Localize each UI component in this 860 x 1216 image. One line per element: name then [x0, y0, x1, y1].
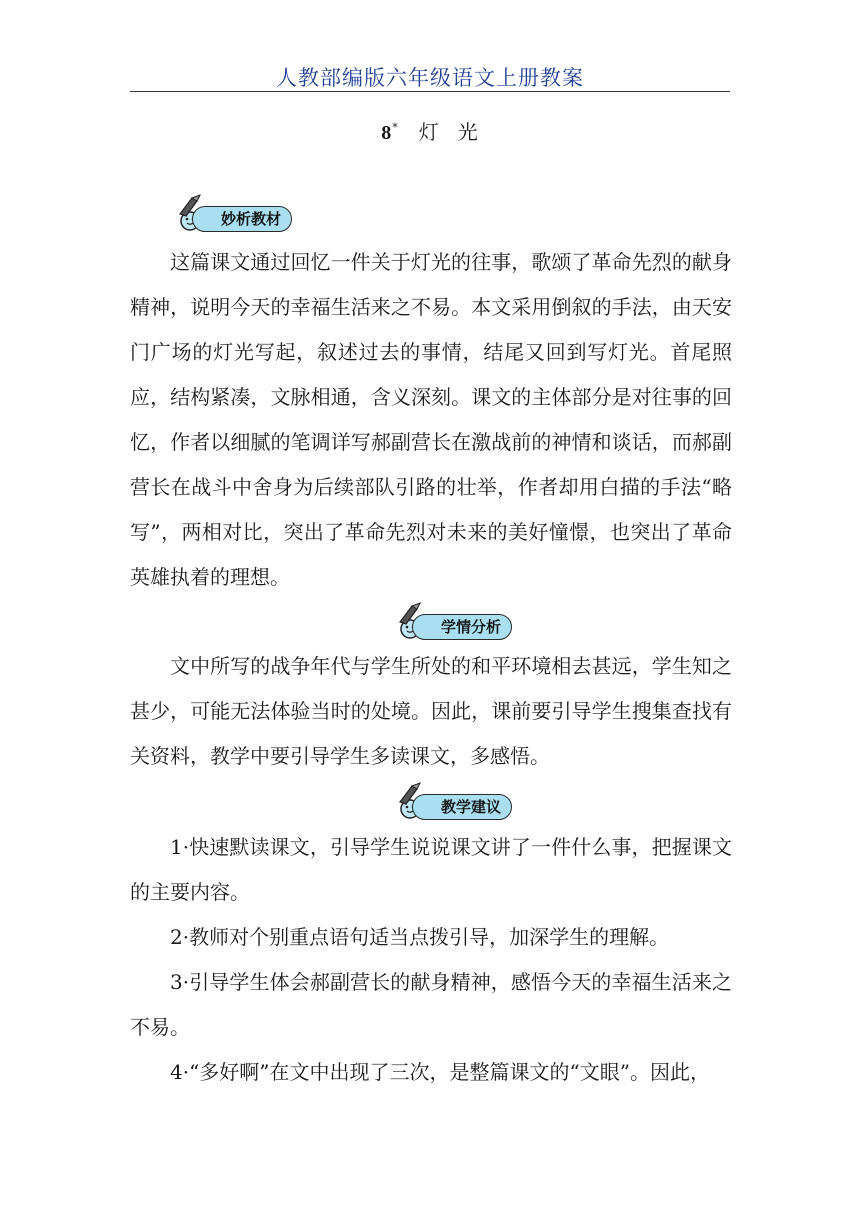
lesson-number: 8	[381, 122, 393, 144]
section-body	[130, 644, 732, 779]
section-label: 妙析教材	[192, 206, 292, 232]
list-item: 3·引导学生体会郝副营长的献身精神，感悟今天的幸福生活来之不易。	[130, 970, 732, 1039]
lesson-title-char: 光	[457, 120, 479, 144]
lesson-mark: *	[392, 121, 399, 134]
list-item: 4·“多好啊”在文中出现了三次，是整篇课文的“文眼”。因此，	[170, 1060, 710, 1084]
section-body	[130, 240, 732, 600]
header-rule	[130, 91, 730, 92]
list-item: 1·快速默读课文，引导学生说说课文讲了一件什么事，把握课文的主要内容。	[130, 835, 732, 904]
section-label: 学情分析	[412, 614, 512, 640]
page-header: 人教部编版六年级语文上册教案	[276, 66, 584, 90]
paragraph: 这篇课文通过回忆一件关于灯光的往事，歌颂了革命先烈的献身精神，说明今天的幸福生活来之不易。本文采用倒叙的手法，由天安门广场的灯光写起，叙述过去的事情，结尾又回到写灯光。首尾照应，结构紧凑，文脉相通，含义深刻。课文的主体部分是对往事的回忆，作者以细腻的笔调详写郝副营长在激战前的神情和谈话，而郝副营长在战斗中舍身为后续部队引路的壮举，作者却用白描的手法“略写”，两相对比，突出了革命先烈对未来的美好憧憬，也突出了革命英雄执着的理想。	[130, 250, 732, 589]
section-body	[130, 825, 732, 1095]
lesson-title	[0, 116, 860, 145]
lesson-title-char: 灯	[418, 120, 440, 144]
list-item: 2·教师对个别重点语句适当点拨引导，加深学生的理解。	[170, 925, 670, 949]
paragraph: 文中所写的战争年代与学生所处的和平环境相去甚远，学生知之甚少，可能无法体验当时的处境。因此，课前要引导学生搜集查找有关资料，教学中要引导学生多读课文，多感悟。	[130, 654, 732, 768]
section-label: 教学建议	[412, 794, 512, 820]
